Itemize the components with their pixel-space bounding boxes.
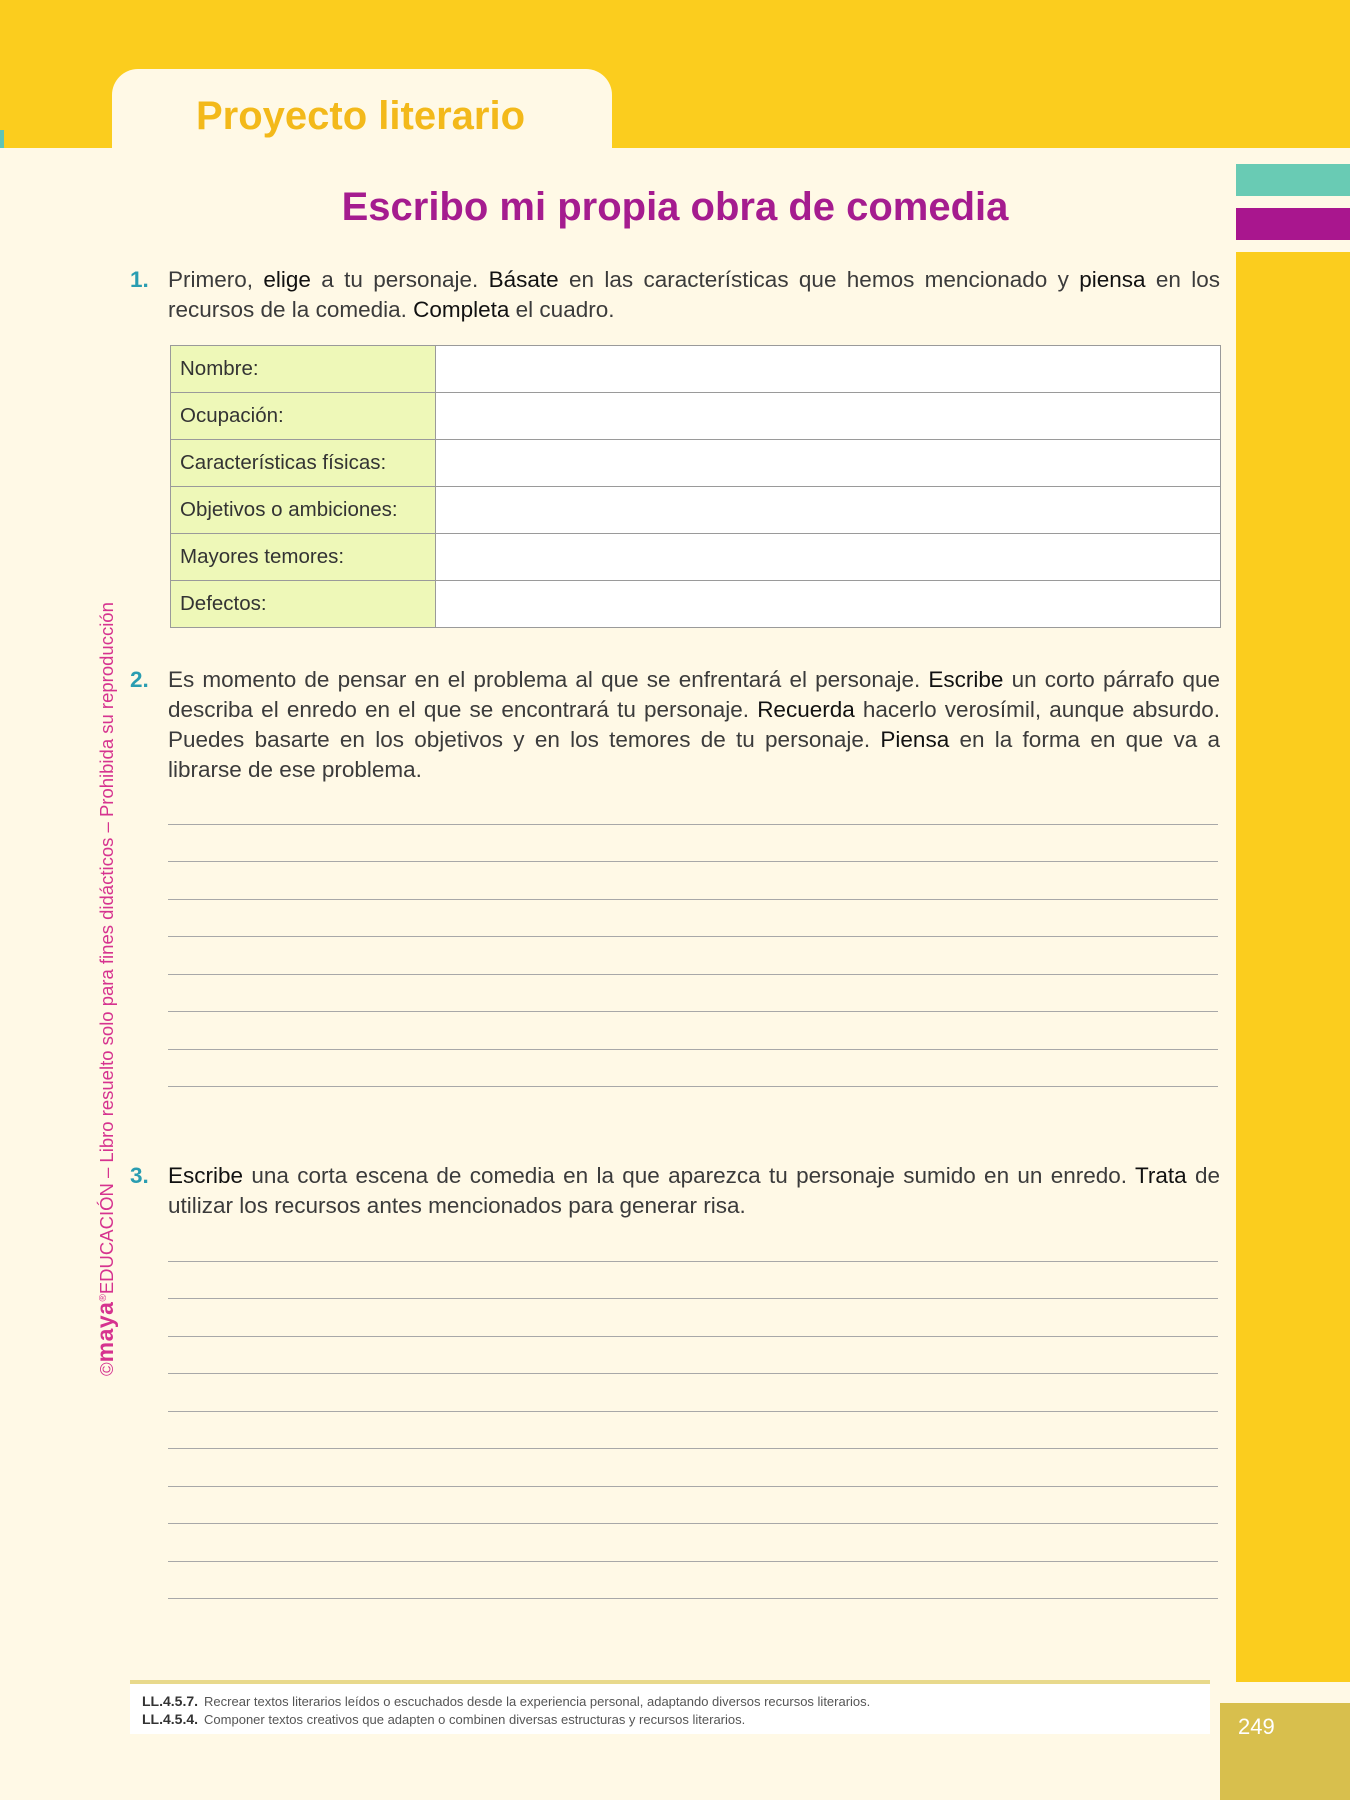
question-text-segment: en las características que hemos mencionado y: [558, 267, 1080, 292]
question-1: [130, 265, 1220, 325]
side-copyright: [89, 602, 119, 1376]
page-title: Escribo mi propia obra de comedia: [341, 185, 1009, 229]
writing-line[interactable]: [168, 1374, 1218, 1412]
instruction-verb: Escribe: [168, 1163, 244, 1188]
table-row: [171, 487, 1221, 534]
question-text-segment: un corto párrafo que describa el enredo en el que se encontrará tu personaje.: [168, 667, 1220, 722]
table-row: [171, 440, 1221, 487]
question-number: 1.: [130, 267, 149, 292]
side-magenta-tab: [1236, 208, 1350, 240]
question-number: 2.: [130, 667, 149, 692]
side-teal-tab: [1236, 164, 1350, 196]
standards-box: [130, 1684, 1210, 1734]
writing-line[interactable]: [168, 787, 1218, 825]
question-text-segment: Es momento de pensar en el problema al que se enfrentará el personaje.: [168, 667, 929, 692]
writing-line[interactable]: [168, 900, 1218, 938]
page-number-box: [1220, 1703, 1350, 1800]
table-row: [171, 393, 1221, 440]
standard-text: Recrear textos literarios leídos o escuchados desde la experiencia personal, adaptando diversos recursos literarios.: [204, 1694, 871, 1709]
field-label: Características físicas:: [171, 440, 436, 487]
side-yellow-strip: [1236, 252, 1350, 1682]
instruction-verb: Básate: [488, 267, 559, 292]
question-number: 3.: [130, 1163, 149, 1188]
field-label: Ocupación:: [171, 393, 436, 440]
writing-line[interactable]: [168, 1337, 1218, 1375]
table-row: [171, 581, 1221, 628]
question-text-segment: una corta escena de comedia en la que aparezca tu personaje sumido en un enredo.: [243, 1163, 1135, 1188]
question-text: [168, 665, 1220, 785]
instruction-verb: Recuerda: [757, 697, 855, 722]
writing-line[interactable]: [168, 1224, 1218, 1262]
writing-line[interactable]: [168, 975, 1218, 1013]
question-text-segment: a tu personaje.: [310, 267, 489, 292]
page-number: 249: [1238, 1714, 1275, 1739]
instruction-verb: piensa: [1079, 267, 1146, 292]
writing-line[interactable]: [168, 1050, 1218, 1088]
question-text-segment: Primero,: [168, 267, 264, 292]
question-2: [130, 665, 1220, 785]
character-table: [170, 345, 1221, 628]
answer-lines-2[interactable]: [168, 787, 1218, 1087]
copyright-symbol: ©: [96, 1362, 118, 1376]
writing-line[interactable]: [168, 862, 1218, 900]
brand-logo-text: maya: [92, 1301, 119, 1363]
question-text-segment: en los recursos de la comedia.: [168, 267, 1220, 322]
answer-lines-3[interactable]: [168, 1224, 1218, 1599]
standard-code: LL.4.5.7.: [142, 1693, 199, 1709]
instruction-verb: Piensa: [880, 727, 950, 752]
writing-line[interactable]: [168, 825, 1218, 863]
field-label: Nombre:: [171, 346, 436, 393]
question-text-segment: de utilizar los recursos antes mencionados para generar risa.: [168, 1163, 1220, 1218]
question-3: [130, 1161, 1220, 1221]
question-text-segment: hacerlo verosímil, aunque absurdo. Puedes basarte en los objetivos y en los temores de tu personaje.: [168, 697, 1220, 752]
instruction-verb: Trata: [1134, 1163, 1187, 1188]
field-input[interactable]: [436, 393, 1221, 440]
writing-line[interactable]: [168, 1487, 1218, 1525]
section-title: Proyecto literario: [196, 94, 526, 138]
writing-line[interactable]: [168, 1262, 1218, 1300]
writing-line[interactable]: [168, 1299, 1218, 1337]
field-input[interactable]: [436, 440, 1221, 487]
question-text: [168, 1161, 1220, 1221]
question-text: [168, 265, 1220, 325]
field-label: Objetivos o ambiciones:: [171, 487, 436, 534]
standard-2: [142, 1711, 745, 1727]
instruction-verb: elige: [263, 267, 311, 292]
standard-1: [142, 1693, 870, 1709]
question-text-segment: en la forma en que va a librarse de ese problema.: [168, 727, 1221, 782]
table-row: [171, 534, 1221, 581]
field-label: Mayores temores:: [171, 534, 436, 581]
field-input[interactable]: [436, 487, 1221, 534]
writing-line[interactable]: [168, 937, 1218, 975]
table-row: [171, 346, 1221, 393]
registered-mark: ®: [98, 1294, 109, 1302]
copyright-text: EDUCACIÓN – Libro resuelto solo para fines didácticos – Prohibida su reproducción: [96, 602, 118, 1295]
instruction-verb: Completa: [413, 297, 510, 322]
writing-line[interactable]: [168, 1562, 1218, 1600]
field-input[interactable]: [436, 346, 1221, 393]
standard-text: Componer textos creativos que adapten o combinen diversas estructuras y recursos literarios.: [204, 1712, 746, 1727]
top-accent: [0, 130, 4, 148]
field-label: Defectos:: [171, 581, 436, 628]
writing-line[interactable]: [168, 1524, 1218, 1562]
writing-line[interactable]: [168, 1012, 1218, 1050]
header-tab: [112, 69, 612, 154]
writing-line[interactable]: [168, 1412, 1218, 1450]
writing-line[interactable]: [168, 1449, 1218, 1487]
question-text-segment: el cuadro.: [509, 297, 615, 322]
field-input[interactable]: [436, 581, 1221, 628]
instruction-verb: Escribe: [928, 667, 1004, 692]
field-input[interactable]: [436, 534, 1221, 581]
standard-code: LL.4.5.4.: [142, 1711, 199, 1727]
